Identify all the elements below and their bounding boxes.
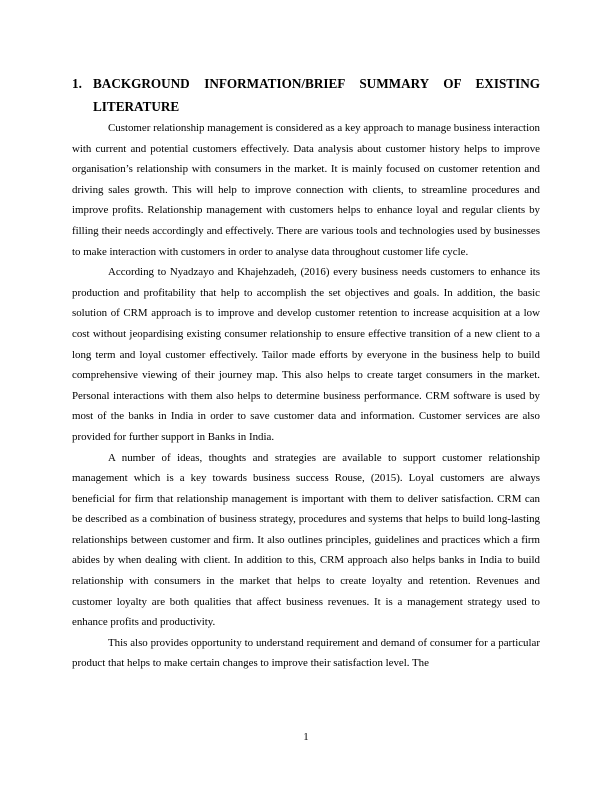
page-number: 1	[303, 731, 309, 743]
paragraph-1: Customer relationship management is considered as a key approach to manage business interaction with current and potential customers effectively. Data analysis about customer history helps to improve organisation’s relationship with consumers in the market. It is mainly focused on customer retention and driving sales growth. This will help to improve connection with clients, to streamline procedures and improve profits. Relationship management with customers helps to enhance loyal and regular clients by filling their needs accordingly and effectively. There are various tools and technologies used by businesses to make interaction with customers in order to analyse data throughout customer life cycle.	[72, 122, 540, 258]
paragraph-4: This also provides opportunity to understand requirement and demand of consumer for a particular product that helps to make certain changes to improve their satisfaction level. The	[72, 636, 540, 670]
body-text	[72, 118, 540, 674]
section-heading	[72, 72, 540, 118]
section-heading-line-1	[72, 72, 540, 95]
paragraph-3: A number of ideas, thoughts and strategies are available to support customer relationship management which is a key towards business success Rouse, (2015). Loyal customers are always beneficial for firm that relationship management is important with them to deliver satisfaction. CRM can be described as a combination of business strategy, procedures and systems that helps to build long-lasting relationships between customer and firm. It also outlines principles, guidelines and practices which a firm abides by when dealing with client. In addition to this, CRM approach also helps banks in India to build relationship with consumers in the market that helps to create loyalty and retention. Revenues and customer loyalty are both qualities that affect business revenues. It is a management strategy used to enhance profits and productivity.	[72, 451, 540, 629]
paragraph-2: According to Nyadzayo and Khajehzadeh, (2016) every business needs customers to enhance its production and profitability that help to accomplish the set objectives and goals. In addition, the basic solution of CRM approach is to improve and develop customer retention to increase acquisition at a low cost without jeopardising existing consumer relationship to ensure effective transition of a new client to a long term and loyal customer effectively. Tailor made efforts by everyone in the business help to build comprehensive viewing of their journey map. This also helps to create target consumers in the market. Personal interactions with them also helps to determine business performance. CRM software is used by most of the banks in India in order to save customer data and information. Customer services are also provided for further support in Banks in India.	[72, 266, 540, 443]
section-title-line-1: BACKGROUND INFORMATION/BRIEF SUMMARY OF EXISTING	[93, 76, 540, 91]
section-number: 1.	[72, 76, 82, 91]
section-title-line-2: LITERATURE	[93, 99, 180, 114]
